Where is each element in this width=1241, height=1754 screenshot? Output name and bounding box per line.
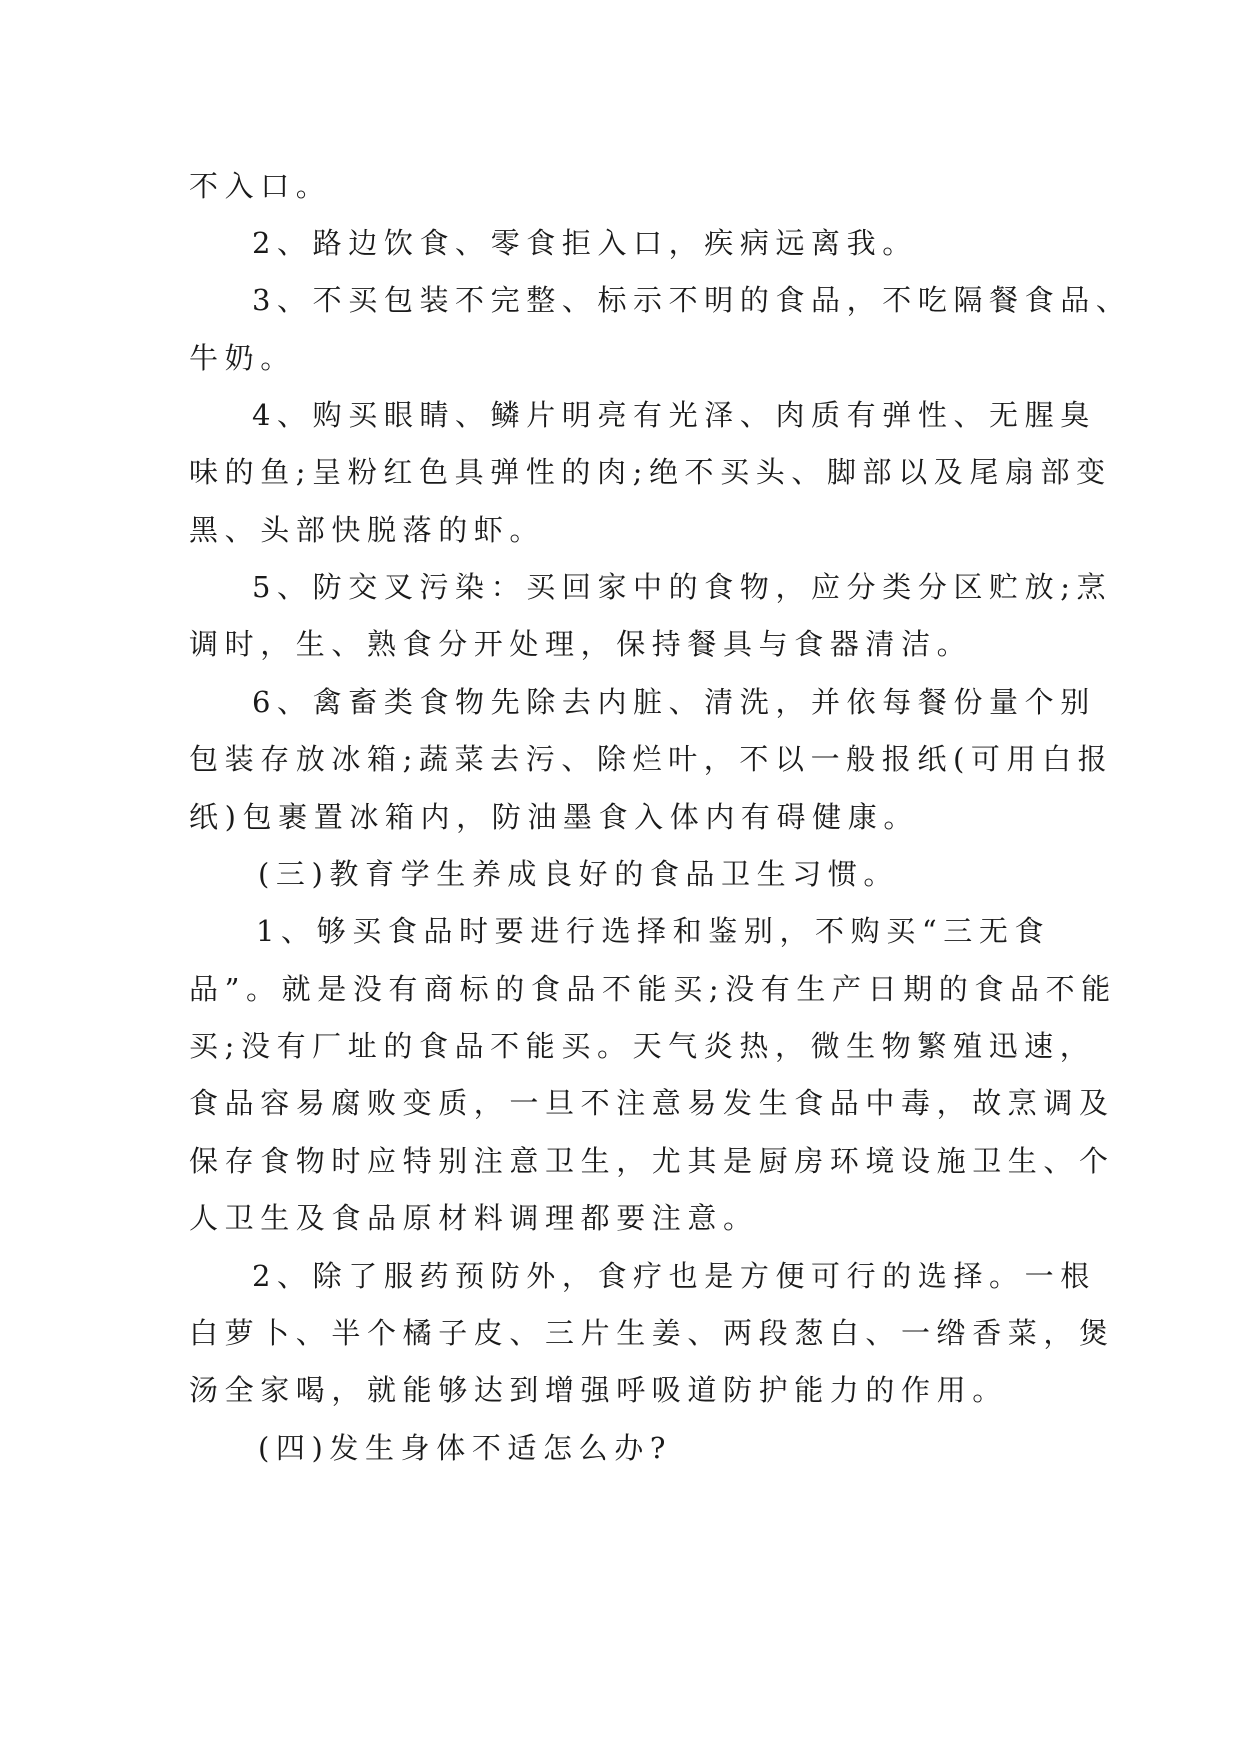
text-line: 不入口。 <box>189 169 332 203</box>
text-line: 2、路边饮食、零食拒入口，疾病远离我。 <box>252 226 918 260</box>
text-line: 3、不买包装不完整、标示不明的食品，不吃隔餐食品、 <box>252 283 1132 317</box>
section-heading: (三)教育学生养成良好的食品卫生习惯。 <box>258 857 900 891</box>
text-line: 6、禽畜类食物先除去内脏、清洗，并依每餐份量个别 <box>252 685 1096 719</box>
text-line: 调时，生、熟食分开处理，保持餐具与食器清洁。 <box>189 627 973 661</box>
text-line: 人卫生及食品原材料调理都要注意。 <box>189 1201 759 1235</box>
text-line: 纸)包裹置冰箱内，防油墨食入体内有碍健康。 <box>189 800 919 834</box>
text-line: 白萝卜、半个橘子皮、三片生姜、两段葱白、一绺香菜，煲 <box>189 1316 1115 1350</box>
text-line: 买;没有厂址的食品不能买。天气炎热，微生物繁殖迅速， <box>189 1029 1096 1063</box>
text-line: 包装存放冰箱;蔬菜去污、除烂叶，不以一般报纸(可用白报 <box>189 742 1114 776</box>
text-line: 1、够买食品时要进行选择和鉴别，不购买“三无食 <box>256 914 1051 948</box>
text-line: 味的鱼;呈粉红色具弹性的肉;绝不买头、脚部以及尾扇部变 <box>189 455 1112 489</box>
section-heading: (四)发生身体不适怎么办? <box>258 1431 672 1465</box>
text-line: 品”。就是没有商标的食品不能买;没有生产日期的食品不能 <box>189 972 1117 1006</box>
text-line: 4、购买眼睛、鳞片明亮有光泽、肉质有弹性、无腥臭 <box>252 398 1096 432</box>
text-line: 5、防交叉污染：买回家中的食物，应分类分区贮放;烹 <box>252 570 1113 604</box>
text-line: 2、除了服药预防外，食疗也是方便可行的选择。一根 <box>252 1259 1096 1293</box>
text-line: 汤全家喝，就能够达到增强呼吸道防护能力的作用。 <box>189 1373 1008 1407</box>
text-line: 牛奶。 <box>189 341 296 375</box>
text-line: 黑、头部快脱落的虾。 <box>189 513 546 547</box>
text-line: 保存食物时应特别注意卫生，尤其是厨房环境设施卫生、个 <box>189 1144 1115 1178</box>
text-line: 食品容易腐败变质，一旦不注意易发生食品中毒，故烹调及 <box>189 1086 1115 1120</box>
